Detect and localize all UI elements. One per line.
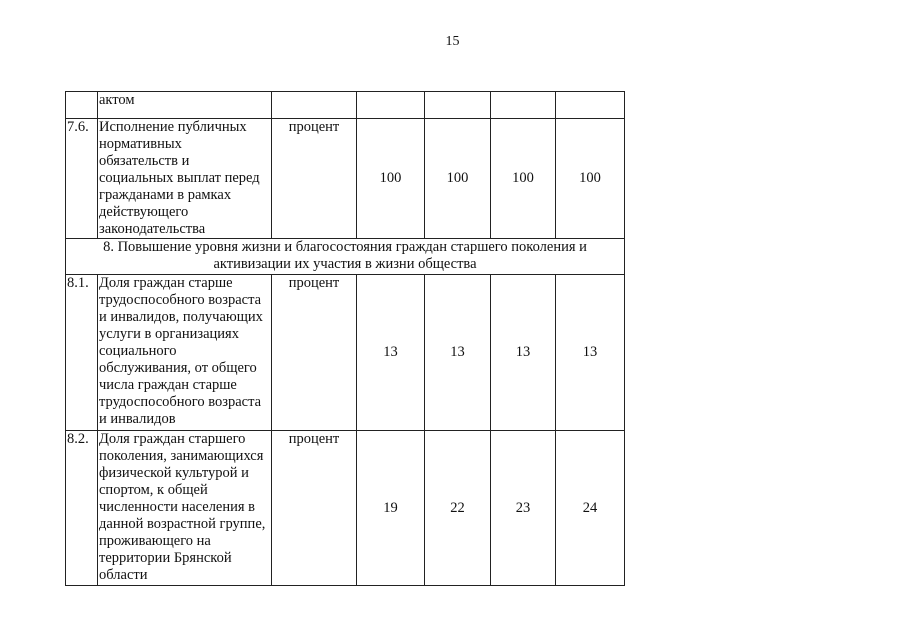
- name-line: и инвалидов: [99, 411, 176, 427]
- value-cell-3: 23: [491, 431, 556, 586]
- unit-cell: процент: [272, 275, 357, 431]
- table-row-7-6: [66, 119, 625, 239]
- unit-cell: процент: [272, 119, 357, 239]
- section-heading: [66, 239, 625, 275]
- page-number: 15: [445, 34, 460, 49]
- row-number: [66, 92, 98, 119]
- name-line: законодательства: [99, 221, 206, 237]
- name-line: Доля граждан старшего: [99, 431, 246, 447]
- value-cell-1: 13: [357, 275, 425, 431]
- name-line: гражданами в рамках: [99, 187, 232, 203]
- name-line: трудоспособного возраста: [99, 292, 262, 308]
- value-cell-4: 24: [556, 431, 625, 586]
- value-cell-2: 100: [425, 119, 491, 239]
- table-row-8-2: [66, 431, 625, 586]
- section-header-row: [66, 239, 625, 275]
- table-row-continuation: [66, 92, 625, 119]
- indicator-name: [98, 92, 272, 119]
- name-line: физической культурой и: [99, 465, 249, 481]
- name-line: обслуживания, от общего: [99, 360, 257, 376]
- name-line: и инвалидов, получающих: [99, 309, 263, 325]
- name-line: спортом, к общей: [99, 482, 208, 498]
- name-line: действующего: [99, 204, 189, 220]
- table-row-8-1: [66, 275, 625, 431]
- value-cell-1: [357, 92, 425, 119]
- row-number: 7.6.: [66, 119, 98, 239]
- name-line: числа граждан старше: [99, 377, 237, 393]
- indicator-name: [98, 119, 272, 239]
- name-line: поколения, занимающихся: [99, 448, 264, 464]
- name-line: Исполнение публичных: [99, 119, 247, 135]
- section-heading-line-1: 8. Повышение уровня жизни и благосостояния граждан старшего поколения и: [103, 239, 587, 255]
- value-cell-4: 100: [556, 119, 625, 239]
- name-line: нормативных: [99, 136, 182, 152]
- name-line: проживающего на: [99, 533, 211, 549]
- value-cell-4: [556, 92, 625, 119]
- name-line: услуги в организациях: [99, 326, 239, 342]
- value-cell-2: 13: [425, 275, 491, 431]
- indicator-name: [98, 431, 272, 586]
- name-line: области: [99, 567, 148, 583]
- unit-cell: процент: [272, 431, 357, 586]
- name-line: данной возрастной группе,: [99, 516, 266, 532]
- value-cell-1: 19: [357, 431, 425, 586]
- name-line: трудоспособного возраста: [99, 394, 262, 410]
- indicator-name: [98, 275, 272, 431]
- value-cell-3: [491, 92, 556, 119]
- value-cell-4: 13: [556, 275, 625, 431]
- name-line: территории Брянской: [99, 550, 232, 566]
- name-line: обязательств и: [99, 153, 190, 169]
- value-cell-2: 22: [425, 431, 491, 586]
- section-heading-line-2: активизации их участия в жизни общества: [213, 256, 477, 272]
- value-cell-1: 100: [357, 119, 425, 239]
- name-line: численности населения в: [99, 499, 256, 515]
- name-line: актом: [99, 92, 135, 108]
- value-cell-3: 13: [491, 275, 556, 431]
- name-line: социального: [99, 343, 177, 359]
- row-number: 8.2.: [66, 431, 98, 586]
- row-number: 8.1.: [66, 275, 98, 431]
- value-cell-3: 100: [491, 119, 556, 239]
- indicators-table: [65, 91, 625, 586]
- name-line: социальных выплат перед: [99, 170, 260, 186]
- name-line: Доля граждан старше: [99, 275, 233, 291]
- value-cell-2: [425, 92, 491, 119]
- unit-cell: [272, 92, 357, 119]
